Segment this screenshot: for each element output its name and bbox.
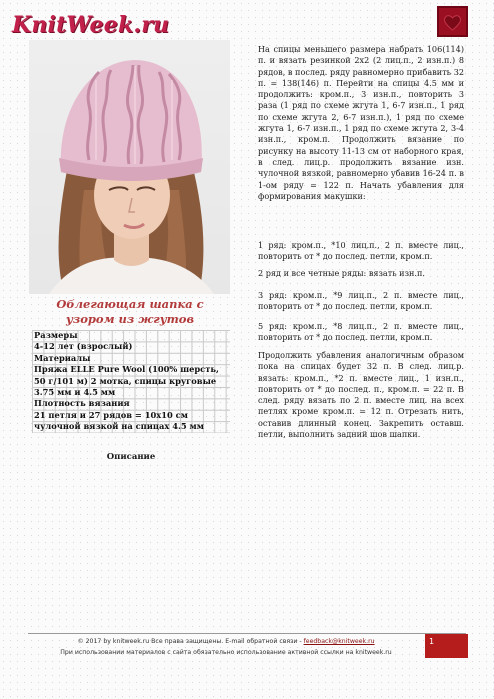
instruction-paragraph-6: Продолжить убавления аналогичным образом пока на спицах будет 32 п. В след. лиц.р. вязать: кром.п., *2 п. вместе лиц., 1 изн.п., повторить от * до послед. п., кром.п. = 22 п. В след. ряду вязать по 2 п. вместе лиц. на всех петлях кроме кром.п. = 12 п. Отрезать нить, оставив длинный конец. Закрепить оставш. петли, выполнить задний шов шапки. bbox=[258, 350, 464, 440]
footer-line-1 bbox=[30, 636, 422, 647]
instruction-paragraph-5: 5 ряд: кром.п., *8 лиц.п., 2 п. вместе лиц., повторить от * до послед. петли, кром.п. bbox=[258, 321, 464, 343]
materials-value: Пряжа ELLE Pure Wool (100% шерсть, 50 г/101 м) 2 мотка, спицы круговые 3.75 мм и 4.5 мм bbox=[34, 364, 219, 398]
footer-divider bbox=[28, 633, 466, 634]
site-logo[interactable]: KnitWeek.ru bbox=[12, 12, 170, 38]
instruction-paragraph-1: На спицы меньшего размера набрать 106(114) п. и вязать резинкой 2х2 (2 лиц.п., 2 изн.п.) 8 рядов, в послед. ряду равномерно прибавить 32 п. = 138(146) п. Перейти на спицы 4.5 мм и продолжить: кром.п., 3 изн.п., повторить 3 раза (1 ряд по схеме жгута 1, 6-7 изн.п., 1 ряд по схеме жгута 2, 6-7 изн.п.), 1 ряд по схеме жгута 1, 6-7 изн.п., 1 ряд по схеме жгута 2, 3-4 изн.п., кром.п. Продолжить вязание по рисунку на высоту 11-13 см от наборного края, в след. лиц.р. продолжить вязание изн. чулочной вязкой, равномерно убавив 16-24 п. в 1-ом ряду = 122 п. Начать убавления для формирования макушки: bbox=[258, 44, 464, 201]
feedback-email-link[interactable]: feedback@knitweek.ru bbox=[303, 638, 375, 645]
instruction-paragraph-3: 2 ряд и все четные ряды: вязать изн.п. bbox=[258, 268, 425, 278]
materials-heading: Материалы bbox=[34, 352, 91, 363]
footer bbox=[30, 636, 422, 658]
instruction-paragraph-4: 3 ряд: кром.п., *9 лиц.п., 2 п. вместе лиц., повторить от * до послед. петли, кром.п. bbox=[258, 290, 464, 312]
hat-photo bbox=[29, 40, 230, 294]
heart-logo-icon bbox=[437, 6, 468, 37]
page-number: 1 bbox=[425, 634, 468, 658]
description-heading: Описание bbox=[106, 452, 156, 462]
size-heading: Размеры bbox=[34, 330, 78, 340]
photo-caption: Облегающая шапка с узором из жгутов bbox=[56, 297, 204, 326]
gauge-heading: Плотность вязания bbox=[34, 398, 130, 409]
copyright-text: © 2017 by knitweek.ru Все права защищены. E-mail обратной связи - bbox=[77, 638, 304, 645]
size-value: 4-12 лет (взрослый) bbox=[34, 341, 133, 352]
gauge-value: 21 петля и 27 рядов = 10х10 см чулочной вязкой на спицах 4.5 мм bbox=[34, 409, 204, 432]
specs-block bbox=[32, 330, 230, 433]
instruction-paragraph-2: 1 ряд: кром.п., *10 лиц.п., 2 п. вместе лиц., повторить от * до послед. петли, кром.п. bbox=[258, 240, 464, 262]
footer-line-2: При использовании материалов с сайта обязательно использование активной ссылки на knitweek.ru bbox=[60, 649, 392, 656]
